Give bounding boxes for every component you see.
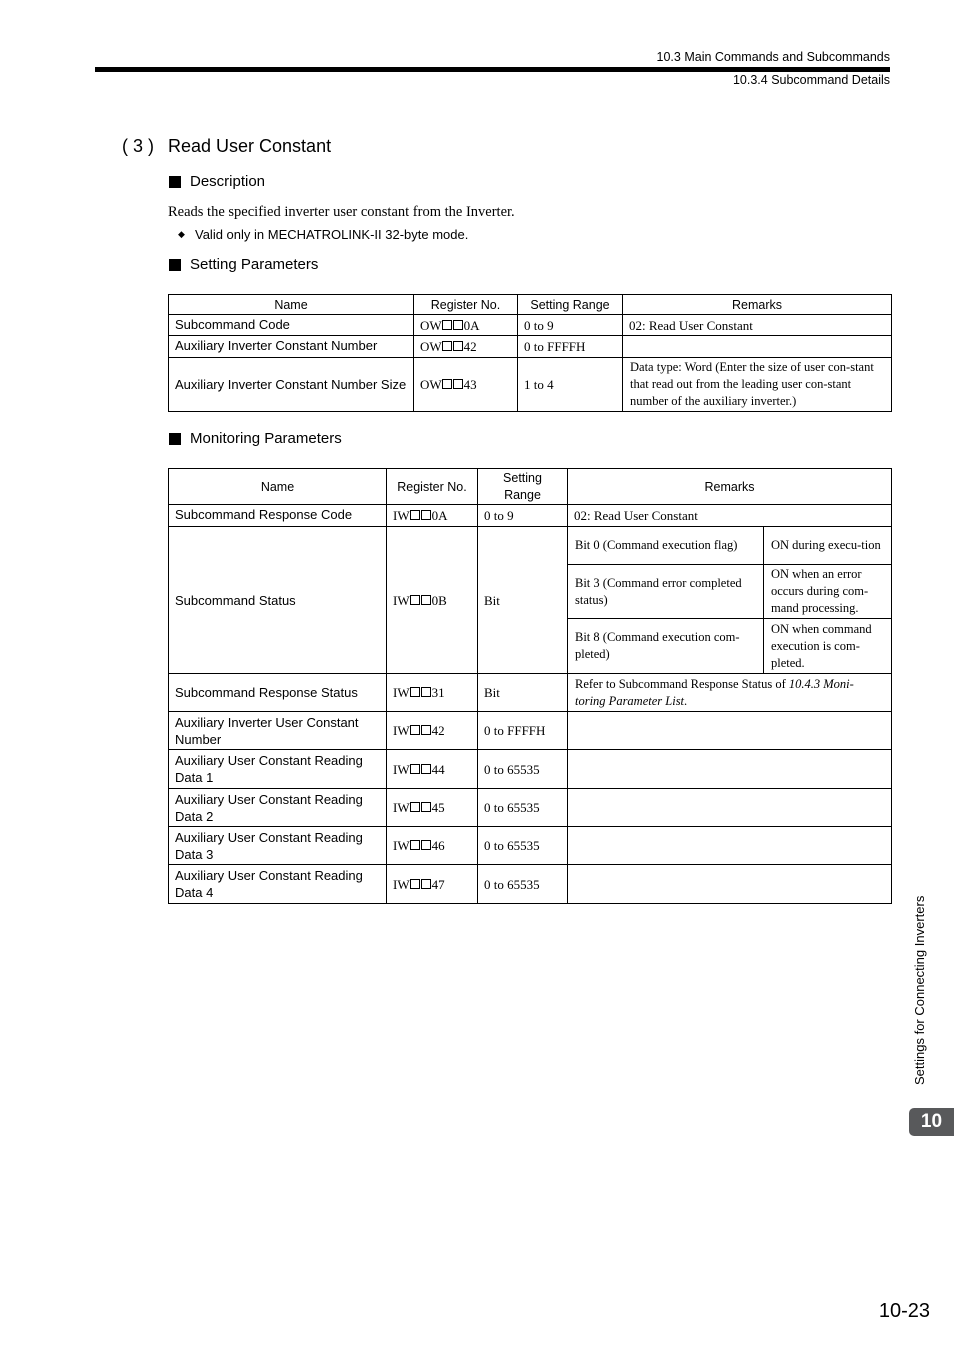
placeholder-box-icon (421, 510, 431, 520)
column-header: Setting Range (518, 295, 623, 315)
monitoring-parameters-heading (169, 430, 342, 447)
column-header: Name (169, 295, 414, 315)
cross-reference: 10.4.3 Moni-toring Parameter List (575, 676, 854, 708)
register-no: IW 47 (387, 865, 478, 904)
diamond-bullet-icon: ◆ (178, 229, 185, 239)
remarks: 02: Read User Constant (623, 315, 892, 336)
placeholder-box-icon (453, 379, 463, 389)
placeholder-box-icon (453, 341, 463, 351)
remarks (568, 789, 892, 827)
table-row (169, 674, 892, 712)
remarks (568, 750, 892, 789)
register-no: IW 0A (387, 505, 478, 527)
register-no: IW 31 (387, 674, 478, 712)
placeholder-box-icon (410, 725, 420, 735)
placeholder-box-icon (410, 840, 420, 850)
header-subsection: 10.3.4 Subcommand Details (732, 73, 890, 87)
setting-range: 0 to FFFFH (518, 336, 623, 358)
table-row (169, 750, 892, 789)
column-header: Register No. (414, 295, 518, 315)
param-name: Auxiliary User Constant Reading Data 4 (169, 865, 387, 904)
description-heading (169, 173, 265, 190)
register-no: IW 46 (387, 827, 478, 865)
param-name: Subcommand Response Code (169, 505, 387, 527)
param-name: Subcommand Response Status (169, 674, 387, 712)
param-name: Auxiliary User Constant Reading Data 2 (169, 789, 387, 827)
setting-range: 0 to 65535 (478, 865, 568, 904)
page-number: 10-23 (878, 1300, 930, 1322)
header-rule (95, 67, 890, 72)
note-text: Valid only in MECHATROLINK-II 32-byte mode. (195, 227, 469, 242)
column-header: Register No. (387, 469, 478, 505)
param-name: Auxiliary User Constant Reading Data 3 (169, 827, 387, 865)
param-name: Auxiliary Inverter Constant Number (169, 336, 414, 358)
remarks (568, 827, 892, 865)
chapter-side-label: Settings for Connecting Inverters (912, 895, 927, 1085)
placeholder-box-icon (421, 764, 431, 774)
placeholder-box-icon (410, 687, 420, 697)
table-row (169, 336, 892, 358)
bit-meaning: ON during execu-tion (764, 527, 892, 565)
placeholder-box-icon (421, 725, 431, 735)
setting-range: 0 to 65535 (478, 750, 568, 789)
placeholder-box-icon (442, 320, 452, 330)
bit-meaning: ON when command execution is com-pleted. (764, 619, 892, 674)
remarks (568, 712, 892, 750)
table-row (169, 789, 892, 827)
setting-range: 0 to 65535 (478, 827, 568, 865)
setting-range: 0 to FFFFH (478, 712, 568, 750)
column-header: Remarks (623, 295, 892, 315)
remarks (568, 865, 892, 904)
param-name: Auxiliary Inverter Constant Number Size (169, 358, 414, 412)
setting-parameters-table (168, 294, 892, 412)
placeholder-box-icon (442, 341, 452, 351)
table-row (169, 358, 892, 412)
param-name: Auxiliary User Constant Reading Data 1 (169, 750, 387, 789)
monitoring-parameters-heading-text: Monitoring Parameters (190, 430, 342, 447)
placeholder-box-icon (410, 764, 420, 774)
setting-range: Bit (478, 527, 568, 674)
placeholder-box-icon (421, 879, 431, 889)
square-bullet-icon (169, 433, 181, 445)
note-bullet (178, 227, 468, 242)
register-no: IW 42 (387, 712, 478, 750)
remarks: Data type: Word (Enter the size of user con-stant that read out from the leading user con-stant number of the auxiliary inverter.) (623, 358, 892, 412)
table-row (169, 865, 892, 904)
column-header: Name (169, 469, 387, 505)
bit-meaning: ON when an error occurs during com-mand processing. (764, 565, 892, 619)
register-no: IW 45 (387, 789, 478, 827)
register-no: OW 0A (414, 315, 518, 336)
placeholder-box-icon (421, 595, 431, 605)
placeholder-box-icon (410, 879, 420, 889)
setting-parameters-heading-text: Setting Parameters (190, 256, 319, 273)
header-section: 10.3 Main Commands and Subcommands (656, 50, 890, 64)
param-name: Auxiliary Inverter User Constant Number (169, 712, 387, 750)
table-header-row (169, 295, 892, 315)
monitoring-parameters-table (168, 468, 892, 904)
bit-name: Bit 3 (Command error completed status) (568, 565, 764, 619)
bit-name: Bit 0 (Command execution flag) (568, 527, 764, 565)
register-no: IW 44 (387, 750, 478, 789)
setting-parameters-heading (169, 256, 318, 273)
table-row (169, 315, 892, 336)
bit-name: Bit 8 (Command execution com-pleted) (568, 619, 764, 674)
table-row (169, 827, 892, 865)
param-name: Subcommand Status (169, 527, 387, 674)
remarks: Refer to Subcommand Response Status of 10.4.3 Moni-toring Parameter List. (568, 674, 892, 712)
square-bullet-icon (169, 259, 181, 271)
setting-range: 0 to 9 (478, 505, 568, 527)
placeholder-box-icon (453, 320, 463, 330)
table-row (169, 505, 892, 527)
placeholder-box-icon (421, 802, 431, 812)
column-header: Remarks (568, 469, 892, 505)
table-row (169, 527, 892, 565)
placeholder-box-icon (421, 840, 431, 850)
remarks (623, 336, 892, 358)
setting-range: 0 to 65535 (478, 789, 568, 827)
param-name: Subcommand Code (169, 315, 414, 336)
placeholder-box-icon (410, 595, 420, 605)
section-title-text: Read User Constant (168, 136, 332, 156)
description-heading-text: Description (190, 173, 266, 190)
section-title (122, 136, 331, 157)
setting-range: 0 to 9 (518, 315, 623, 336)
placeholder-box-icon (410, 802, 420, 812)
setting-range: Bit (478, 674, 568, 712)
table-header-row (169, 469, 892, 505)
section-number: ( 3 ) (122, 136, 155, 156)
placeholder-box-icon (421, 687, 431, 697)
square-bullet-icon (169, 176, 181, 188)
placeholder-box-icon (410, 510, 420, 520)
register-no: IW 0B (387, 527, 478, 674)
description-text: Reads the specified inverter user constant from the Inverter. (168, 204, 515, 220)
register-no: OW 43 (414, 358, 518, 412)
table-row (169, 712, 892, 750)
chapter-tab: 10 (909, 1108, 954, 1136)
column-header: Setting Range (478, 469, 568, 505)
remarks: 02: Read User Constant (568, 505, 892, 527)
register-no: OW 42 (414, 336, 518, 358)
placeholder-box-icon (442, 379, 452, 389)
setting-range: 1 to 4 (518, 358, 623, 412)
